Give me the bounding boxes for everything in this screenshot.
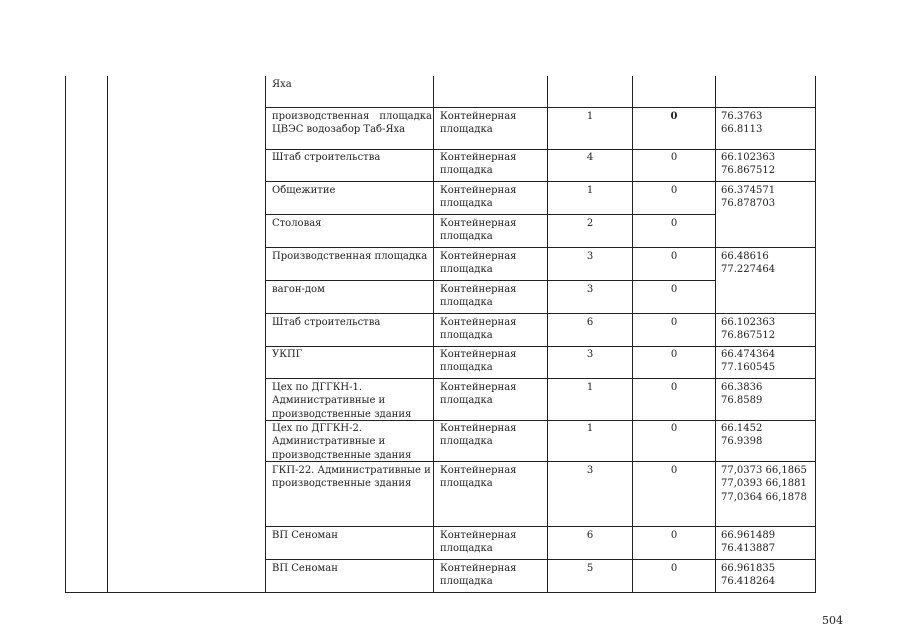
coord-line: 77.160545 — [721, 362, 776, 374]
cell-location: УКПГ — [272, 349, 303, 360]
page-number: 504 — [822, 614, 843, 627]
coord-line: 76.867512 — [721, 165, 776, 177]
cell-coordinates — [721, 348, 815, 375]
cell-type: Контейнерная площадка — [440, 317, 517, 342]
cell-class: 0 — [670, 465, 678, 476]
cell-location: Столовая — [272, 218, 322, 229]
table-column-divider — [265, 76, 266, 592]
row-separator — [265, 313, 815, 314]
coord-line: 66.1452 — [721, 423, 763, 434]
cell-count: 1 — [586, 111, 594, 122]
cell-count: 2 — [586, 218, 594, 229]
coord-line: 66.374571 — [721, 185, 776, 196]
cell-coordinates — [721, 381, 815, 408]
cell-location: производственная площадка ЦВЭС водозабор Таб-Яха — [272, 111, 432, 136]
coord-line: 76.3763 — [721, 111, 763, 122]
cell-type: Контейнерная площадка — [440, 152, 517, 177]
row-separator — [265, 107, 815, 108]
cell-location: Штаб строительства — [272, 152, 381, 163]
cell-count: 1 — [586, 185, 594, 196]
cell-location: ВП Сеноман — [272, 530, 338, 541]
cell-type: Контейнерная площадка — [440, 563, 517, 588]
cell-coordinates — [721, 316, 815, 343]
cell-type: Контейнерная площадка — [440, 530, 517, 555]
cell-location: Общежитие — [272, 185, 336, 196]
cell-location: Яха — [272, 79, 292, 90]
cell-type: Контейнерная площадка — [440, 349, 517, 374]
row-separator — [265, 214, 715, 215]
cell-type: Контейнерная площадка — [440, 185, 517, 210]
row-separator — [265, 247, 815, 248]
coord-line: 76.9398 — [721, 436, 763, 448]
cell-type: Контейнерная площадка — [440, 251, 517, 276]
coord-line: 77,0393 66,1881 — [721, 478, 807, 490]
cell-type: Контейнерная площадка — [440, 423, 517, 448]
cell-location: Штаб строительства — [272, 317, 381, 328]
cell-class: 0 — [670, 317, 678, 328]
cell-location: ВП Сеноман — [272, 563, 338, 574]
cell-coordinates — [721, 110, 815, 137]
row-separator — [265, 149, 815, 150]
table-column-divider — [715, 76, 716, 592]
row-separator — [265, 280, 715, 281]
cell-class: 0 — [670, 152, 678, 163]
row-separator — [265, 378, 815, 379]
cell-class: 0 — [670, 218, 678, 229]
table-column-divider — [547, 76, 548, 592]
coord-line: 66.8113 — [721, 124, 763, 136]
coord-line: 66.48616 — [721, 251, 769, 262]
cell-class: 0 — [670, 349, 678, 360]
cell-count: 6 — [586, 530, 594, 541]
cell-location: Цех по ДГГКН-1. Административные и производственные здания — [272, 382, 412, 420]
coord-line: 76.413887 — [721, 543, 776, 555]
cell-coordinates — [721, 464, 815, 504]
cell-coordinates — [721, 529, 815, 556]
cell-type: Контейнерная площадка — [440, 111, 517, 136]
coord-line: 66.961835 — [721, 563, 776, 574]
row-separator — [265, 181, 815, 182]
coord-line: 76.867512 — [721, 330, 776, 342]
cell-location: ГКП-22. Административные и производственные здания — [272, 465, 431, 490]
cell-class: 0 — [670, 111, 678, 122]
cell-coordinates — [721, 422, 815, 449]
cell-class: 0 — [670, 423, 678, 434]
cell-coordinates — [721, 250, 815, 277]
cell-count: 3 — [586, 251, 594, 262]
coord-line: 77,0373 66,1865 — [721, 465, 807, 476]
cell-class: 0 — [670, 185, 678, 196]
cell-count: 1 — [586, 382, 594, 393]
table-column-divider — [632, 76, 633, 592]
coord-line: 66.474364 — [721, 349, 776, 360]
cell-count: 6 — [586, 317, 594, 328]
cell-type: Контейнерная площадка — [440, 382, 517, 407]
table-bottom-border — [65, 592, 816, 593]
coord-line: 66.3836 — [721, 382, 763, 393]
coord-line: 66.102363 — [721, 152, 776, 163]
coord-line: 76.8589 — [721, 395, 763, 407]
table-column-divider — [107, 76, 108, 592]
cell-class: 0 — [670, 530, 678, 541]
cell-class: 0 — [670, 251, 678, 262]
cell-type: Контейнерная площадка — [440, 465, 517, 490]
cell-count: 3 — [586, 465, 594, 476]
cell-count: 1 — [586, 423, 594, 434]
cell-class: 0 — [670, 563, 678, 574]
table-border-right — [815, 76, 816, 592]
table-column-divider — [433, 76, 434, 592]
cell-coordinates — [721, 151, 815, 178]
coord-line: 77.227464 — [721, 264, 776, 276]
cell-count: 4 — [586, 152, 594, 163]
coord-line: 77,0364 66,1878 — [721, 491, 807, 503]
cell-type: Контейнерная площадка — [440, 218, 517, 243]
row-separator — [265, 346, 815, 347]
cell-class: 0 — [670, 382, 678, 393]
cell-count: 5 — [586, 563, 594, 574]
cell-location: Производственная площадка — [272, 251, 428, 262]
coord-line: 76.878703 — [721, 198, 776, 210]
row-separator — [265, 559, 815, 560]
coord-line: 66.102363 — [721, 317, 776, 328]
cell-type: Контейнерная площадка — [440, 284, 517, 309]
cell-coordinates — [721, 562, 815, 589]
cell-count: 3 — [586, 349, 594, 360]
row-separator — [265, 526, 815, 527]
cell-location: вагон-дом — [272, 284, 325, 295]
cell-location: Цех по ДГГКН-2. Административные и производственные здания — [272, 423, 412, 461]
table-border-left — [65, 76, 66, 592]
coord-line: 76.418264 — [721, 576, 776, 588]
cell-class: 0 — [670, 284, 678, 295]
cell-count: 3 — [586, 284, 594, 295]
coord-line: 66.961489 — [721, 530, 776, 541]
cell-coordinates — [721, 184, 815, 211]
